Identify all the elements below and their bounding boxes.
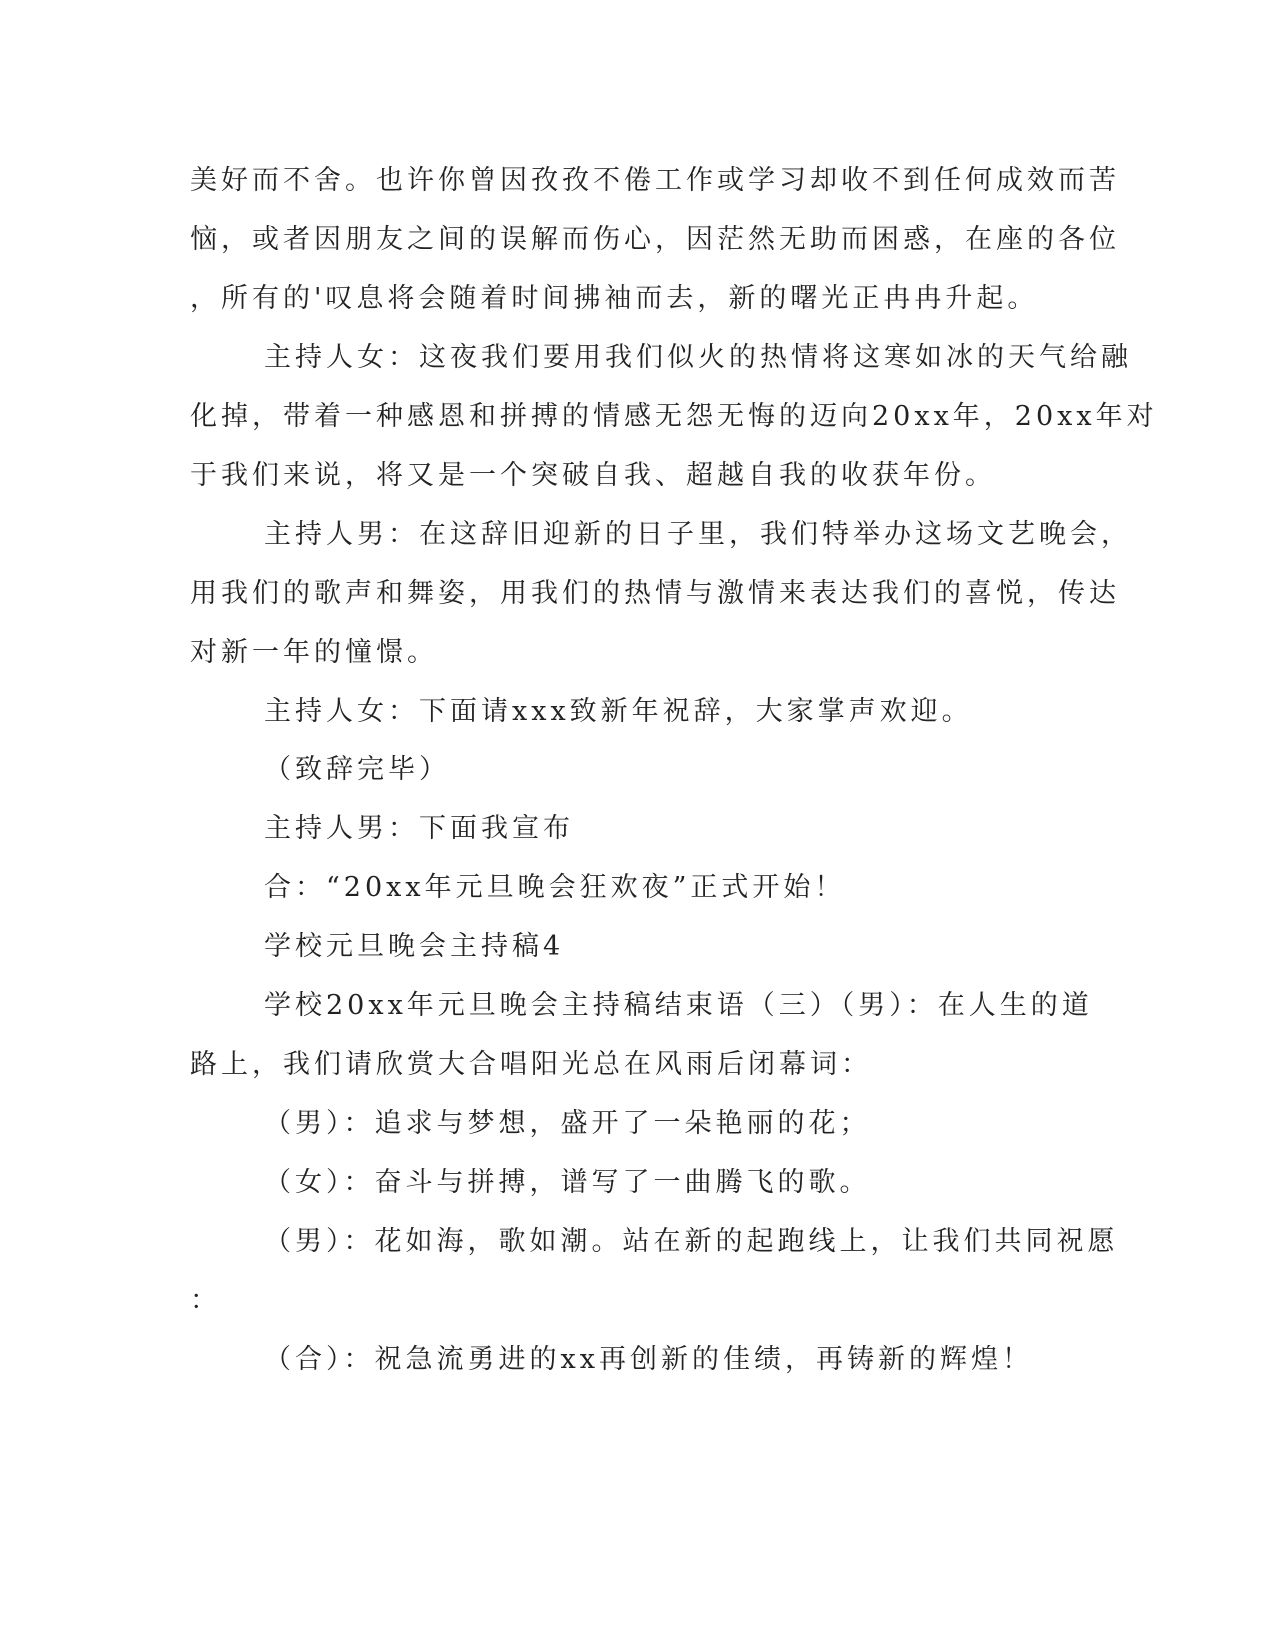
text-line: （合）：祝急流勇进的xx再创新的佳绩，再铸新的辉煌！ — [264, 1344, 1033, 1375]
text-line: （男）：花如海，歌如潮。站在新的起跑线上，让我们共同祝愿 — [264, 1226, 1119, 1257]
text-line: 合：“20xx年元旦晚会狂欢夜”正式开始！ — [264, 872, 846, 903]
text-line: （致辞完毕） — [264, 754, 450, 785]
text-line: 学校元旦晚会主持稿4 — [264, 931, 565, 962]
text-line: 主持人女：下面请xxx致新年祝辞，大家掌声欢迎。 — [264, 696, 973, 727]
text-line: （男）：追求与梦想，盛开了一朵艳丽的花； — [264, 1108, 871, 1139]
text-line: （女）：奋斗与拼搏，谱写了一曲腾飞的歌。 — [264, 1167, 871, 1198]
text-line: 于我们来说，将又是一个突破自我、超越自我的收获年份。 — [190, 460, 996, 491]
text-line: 主持人男：下面我宣布 — [264, 813, 574, 844]
text-line: 美好而不舍。也许你曾因孜孜不倦工作或学习却收不到任何成效而苦 — [190, 165, 1120, 196]
text-line: 学校20xx年元旦晚会主持稿结束语（三）（男）：在人生的道 — [264, 990, 1093, 1021]
text-line: 主持人女：这夜我们要用我们似火的热情将这寒如冰的天气给融 — [264, 342, 1132, 373]
text-line: 化掉，带着一种感恩和拼搏的情感无怨无悔的迈向20xx年，20xx年对 — [190, 401, 1158, 432]
text-line: 主持人男：在这辞旧迎新的日子里，我们特举办这场文艺晚会， — [264, 519, 1132, 550]
text-line: 恼，或者因朋友之间的误解而伤心，因茫然无助而困惑，在座的各位 — [190, 224, 1120, 255]
text-line: 路上，我们请欣赏大合唱阳光总在风雨后闭幕词： — [190, 1049, 872, 1080]
text-line: 用我们的歌声和舞姿，用我们的热情与激情来表达我们的喜悦，传达 — [190, 578, 1120, 609]
text-line: 对新一年的憧憬。 — [190, 637, 438, 668]
text-line: ： — [190, 1285, 221, 1316]
text-line: ，所有的'叹息将会随着时间拂袖而去，新的曙光正冉冉升起。 — [190, 283, 1039, 314]
